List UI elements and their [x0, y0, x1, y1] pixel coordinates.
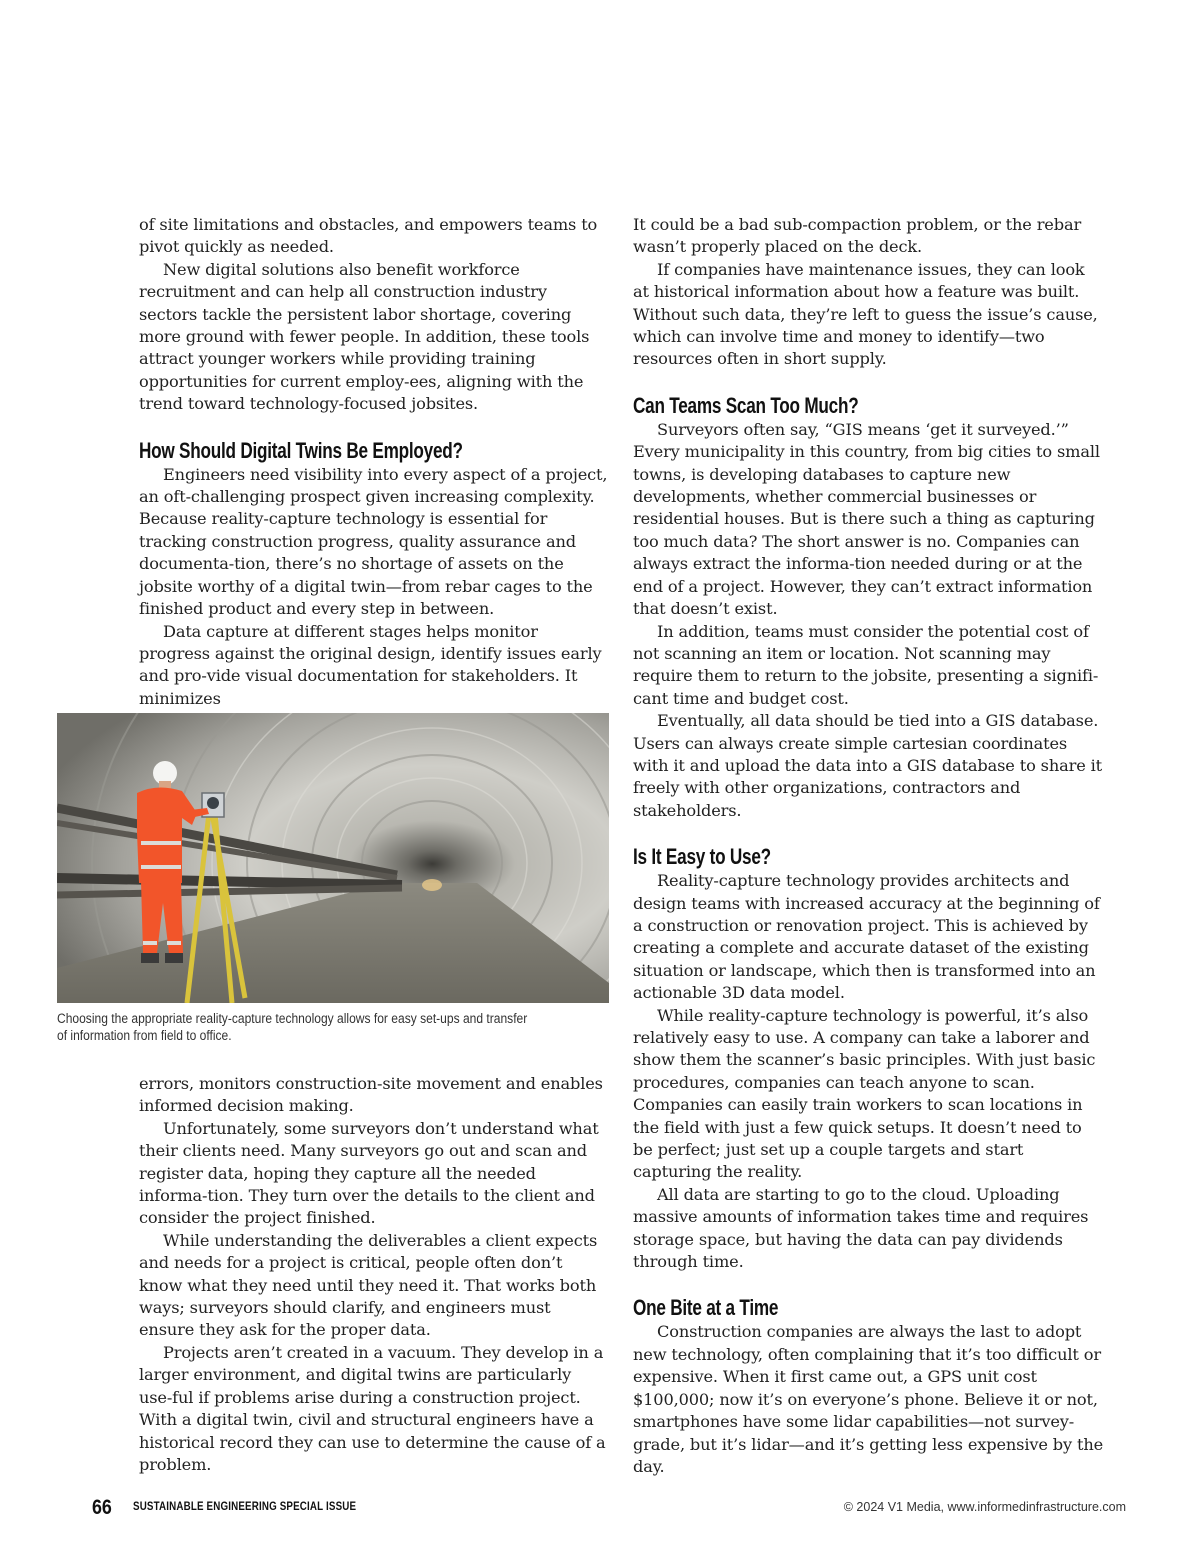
paragraph: Engineers need visibility into every aspect of a project, an oft-challenging prospect given increasing complexity. Because reality-capture technology is essential for tracking construction progress, quality assurance and documenta-tion, there’s no shortage of assets on the jobsite worthy of a digital twin—from rebar cages to the finished product and every step in between.: [139, 464, 608, 619]
right-column: [633, 214, 1105, 1478]
paragraph: Eventually, all data should be tied into a GIS database. Users can always create simple cartesian coordinates with it and upload the data into a GIS database to share it freely with other organizations, contractors and stakeholders.: [633, 711, 1103, 820]
paragraph: of site limitations and obstacles, and empowers teams to pivot quickly as needed.: [139, 215, 598, 257]
section-heading-digital-twins: How Should Digital Twins Be Employed?: [139, 437, 463, 463]
paragraph: Unfortunately, some surveyors don’t understand what their clients need. Many surveyors go out and scan and register data, hoping they capture all the needed informa-tion. They turn over the details to the client and consider the project finished.: [139, 1118, 599, 1228]
section-heading-easy-to-use: Is It Easy to Use?: [633, 844, 771, 870]
paragraph: All data are starting to go to the cloud. Uploading massive amounts of information takes time and requires storage space, but having the data can pay dividends through time.: [633, 1184, 1089, 1272]
paragraph: Projects aren’t created in a vacuum. They develop in a larger environment, and digital twins are particularly use-ful if problems arise during a construction project. With a digital twin, civil and structural engineers have a historical record they can use to determine the cause of a problem.: [139, 1342, 606, 1474]
tunnel-surveyor-photo: [57, 713, 609, 1003]
left-column-top: [139, 214, 609, 710]
page-number: 66: [92, 1496, 112, 1519]
paragraph: While reality-capture technology is powerful, it’s also relatively easy to use. A company can take a laborer and show them the scanner’s basic principles. With just basic procedures, companies can teach anyone to scan. Companies can easily train workers to scan locations in the field with just a few quick setups. It doesn’t need to be perfect; just set up a couple targets and start capturing the reality.: [633, 1005, 1096, 1182]
section-heading-scan-too-much: Can Teams Scan Too Much?: [633, 392, 859, 418]
paragraph: Data capture at different stages helps monitor progress against the original design, identify issues early and pro-vide visual documentation for stakeholders. It minimizes: [139, 621, 602, 708]
paragraph: It could be a bad sub-compaction problem, or the rebar wasn’t properly placed on the deck.: [633, 215, 1082, 257]
paragraph: While understanding the deliverables a client expects and needs for a project is critical, people often don’t know what they need until they need it. That works both ways; surveyors should clarify, and engineers must ensure they ask for the proper data.: [139, 1230, 598, 1340]
paragraph: In addition, teams must consider the potential cost of not scanning an item or location. Not scanning may require them to return to the jobsite, presenting a signifi-cant time and budget cost.: [633, 621, 1099, 708]
left-column-bottom: [139, 1073, 609, 1476]
paragraph: errors, monitors construction-site movement and enables informed decision making.: [139, 1074, 603, 1116]
copyright-notice: © 2024 V1 Media, www.informedinfrastructure.com: [843, 1500, 1126, 1514]
section-heading-one-bite: One Bite at a Time: [633, 1295, 779, 1321]
paragraph: New digital solutions also benefit workforce recruitment and can help all construction industry sectors tackle the persistent labor shortage, covering more ground with fewer people. In addition, these tools attract younger workers while providing training opportunities for current employ-ees, aligning with the trend toward technology-focused jobsites.: [139, 259, 590, 414]
paragraph: Construction companies are always the last to adopt new technology, often complaining that it’s too difficult or expensive. When it first came out, a GPS unit cost $100,000; now it’s on everyone’s phone. Believe it or not, smartphones have some lidar capabilities—not survey-grade, but it’s lidar—and it’s getting less expensive by the day.: [633, 1322, 1104, 1476]
paragraph: Reality-capture technology provides architects and design teams with increased accuracy at the beginning of a construction or renovation project. This is achieved by creating a complete and accurate dataset of the existing situation or landscape, which then is transformed into an actionable 3D data model.: [633, 871, 1100, 1003]
paragraph: Surveyors often say, “GIS means ‘get it surveyed.’” Every municipality in this country, from big cities to small towns, is developing databases to capture new developments, whether commercial businesses or residential houses. But is there such a thing as capturing too much data? The short answer is no. Companies can always extract the informa-tion needed during or at the end of a project. However, they can’t extract information that doesn’t exist.: [633, 419, 1100, 619]
figure-caption: Choosing the appropriate reality-capture technology allows for easy set-ups and transfer of information from field to office.: [57, 1011, 528, 1043]
publication-title: SUSTAINABLE ENGINEERING SPECIAL ISSUE: [133, 1501, 357, 1513]
paragraph: If companies have maintenance issues, they can look at historical information about how a feature was built. Without such data, they’re left to guess the issue’s cause, which can involve time and money to identify—two resources often in short supply.: [633, 259, 1098, 369]
